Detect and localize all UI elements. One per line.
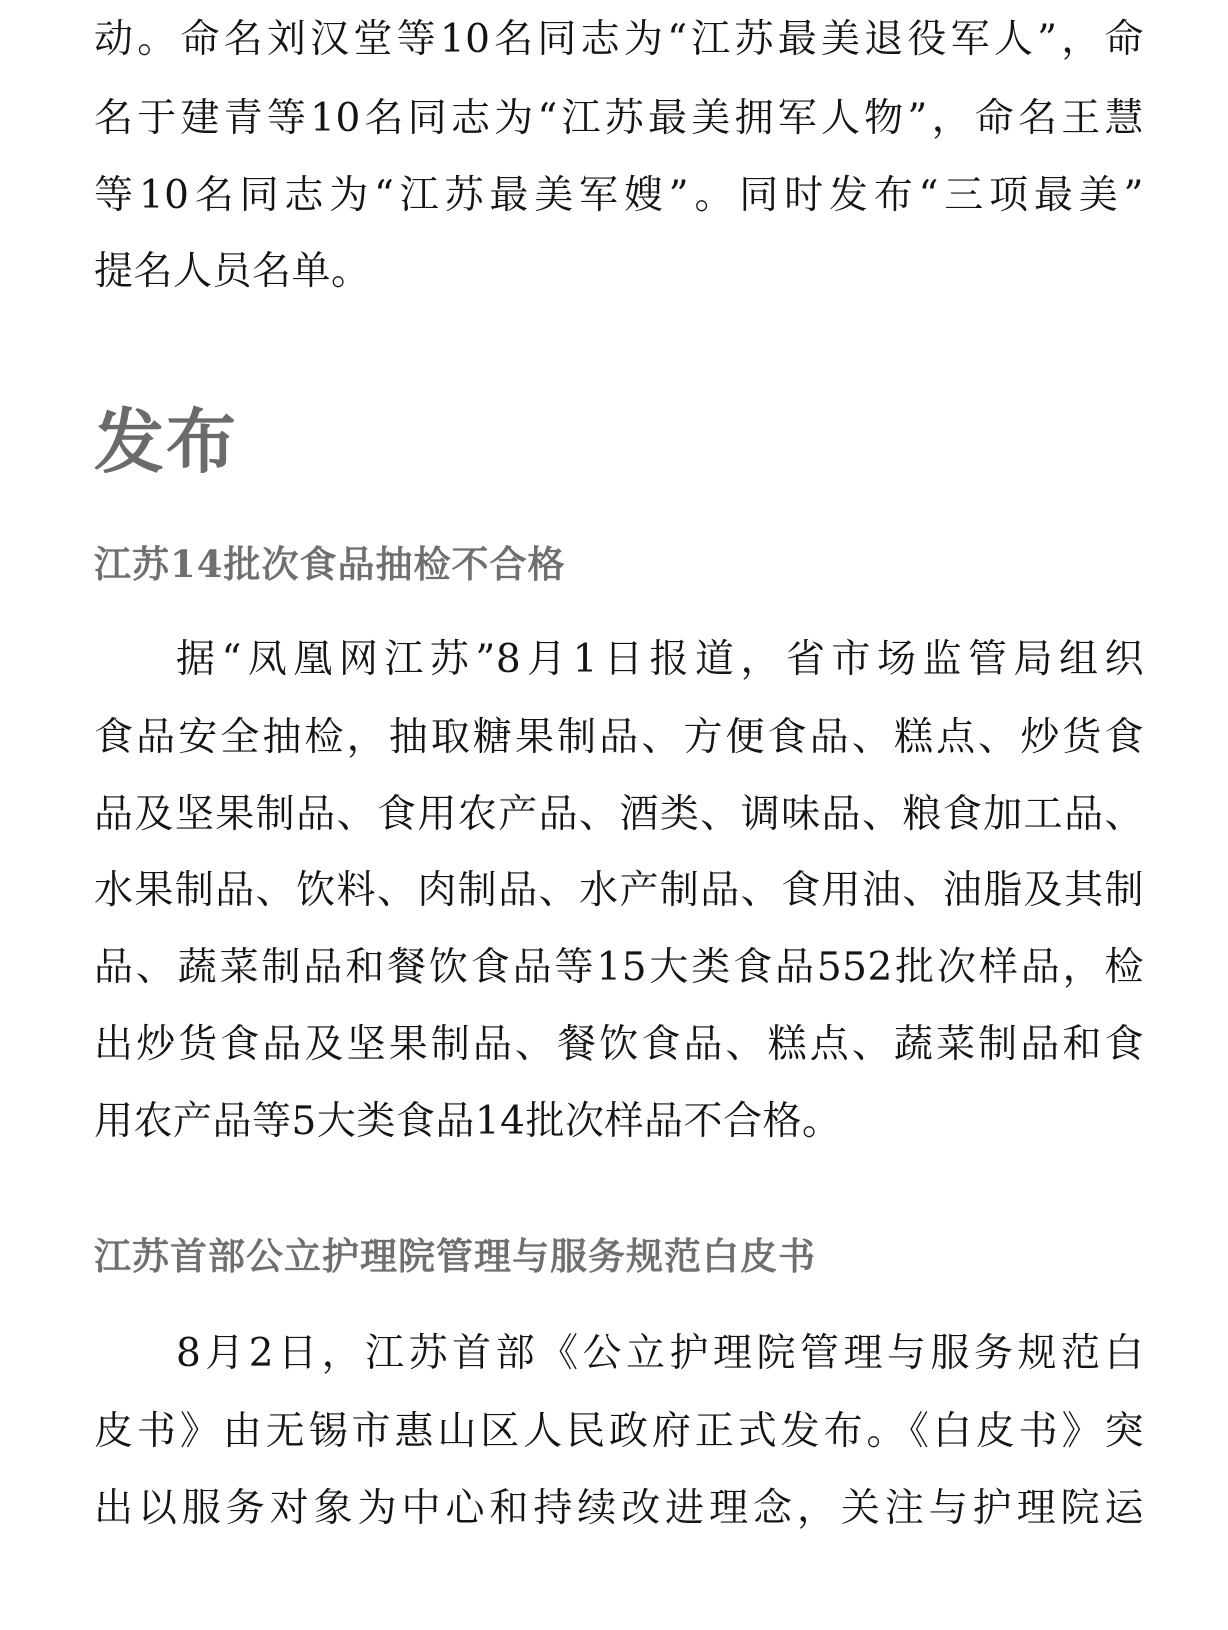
article-1-line-3: 品及坚果制品、食用农产品、酒类、调味品、粮食加工品、 bbox=[94, 792, 1144, 837]
article-2-line-2: 皮书》由无锡市惠山区人民政府正式发布。《白皮书》突 bbox=[94, 1409, 1144, 1454]
article-1-line-7: 用农产品等5大类食品14批次样品不合格。 bbox=[94, 1099, 842, 1144]
article-title-nursing-whitepaper: 江苏首部公立护理院管理与服务规范白皮书 bbox=[94, 1234, 816, 1278]
article-1-line-6: 出炒货食品及坚果制品、餐饮食品、糕点、蔬菜制品和食 bbox=[94, 1022, 1144, 1067]
article-2-line-1: 8月2日，江苏首部《公立护理院管理与服务规范白 bbox=[176, 1331, 1144, 1376]
intro-line-2: 名于建青等10名同志为“江苏最美拥军人物”，命名王慧 bbox=[94, 96, 1144, 141]
article-1-line-1: 据“凤凰网江苏”8月1日报道，省市场监管局组织 bbox=[176, 637, 1144, 682]
article-title-food-inspection: 江苏14批次食品抽检不合格 bbox=[94, 542, 566, 586]
intro-line-3: 等10名同志为“江苏最美军嫂”。同时发布“三项最美” bbox=[94, 173, 1144, 218]
section-title: 发布 bbox=[94, 401, 238, 483]
article-1-line-2: 食品安全抽检，抽取糖果制品、方便食品、糕点、炒货食 bbox=[94, 715, 1144, 760]
article-1-line-4: 水果制品、饮料、肉制品、水产制品、食用油、油脂及其制 bbox=[94, 868, 1144, 913]
article-2-line-3: 出以服务对象为中心和持续改进理念，关注与护理院运 bbox=[94, 1486, 1144, 1531]
intro-line-4: 提名人员名单。 bbox=[94, 249, 371, 294]
intro-line-1: 动。命名刘汉堂等10名同志为“江苏最美退役军人”，命 bbox=[94, 17, 1144, 62]
article-1-line-5: 品、蔬菜制品和餐饮食品等15大类食品552批次样品，检 bbox=[94, 945, 1144, 990]
